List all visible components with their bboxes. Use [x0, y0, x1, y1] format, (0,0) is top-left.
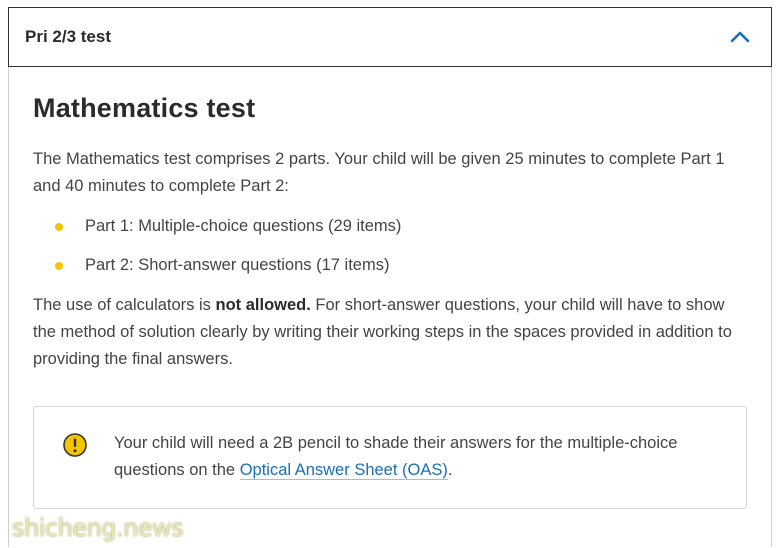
- accordion-body: [8, 67, 772, 547]
- chevron-up-icon[interactable]: [729, 26, 751, 48]
- notice-text: [114, 430, 726, 484]
- parts-list: [33, 214, 747, 277]
- notice-text-after: .: [447, 461, 453, 479]
- accordion: [8, 7, 772, 547]
- accordion-title: Pri 2/3 test: [25, 27, 111, 46]
- oas-link[interactable]: Optical Answer Sheet (OAS): [239, 461, 448, 479]
- accordion-header[interactable]: [8, 7, 772, 67]
- section-heading: Mathematics test: [33, 93, 256, 123]
- bullet-icon: [55, 262, 63, 270]
- intro-paragraph: The Mathematics test comprises 2 parts. Your child will be given 25 minutes to complete Part 1 and 40 minutes to complete Part 2:: [33, 150, 725, 195]
- watermark: shicheng.news: [12, 514, 184, 542]
- bullet-icon: [55, 223, 63, 231]
- list-item: [33, 253, 747, 277]
- notice-text-before: Your child will need a 2B pencil to shade their answers for the multiple-choice questions on the: [114, 434, 678, 479]
- info-icon: [62, 432, 88, 458]
- info-notice: [33, 406, 747, 509]
- list-item-text: Part 1: Multiple-choice questions (29 items): [85, 217, 402, 235]
- list-item: [33, 214, 747, 238]
- calculator-paragraph: [33, 292, 747, 373]
- calc-text-prefix: The use of calculators is: [33, 296, 216, 314]
- calc-emphasis: not allowed.: [215, 296, 311, 314]
- calc-text-suffix: For short-answer questions, your child will have to show the method of solution clearly by writing their working steps in the spaces provided in addition to providing the final answers.: [33, 296, 732, 368]
- list-item-text: Part 2: Short-answer questions (17 items): [85, 256, 390, 274]
